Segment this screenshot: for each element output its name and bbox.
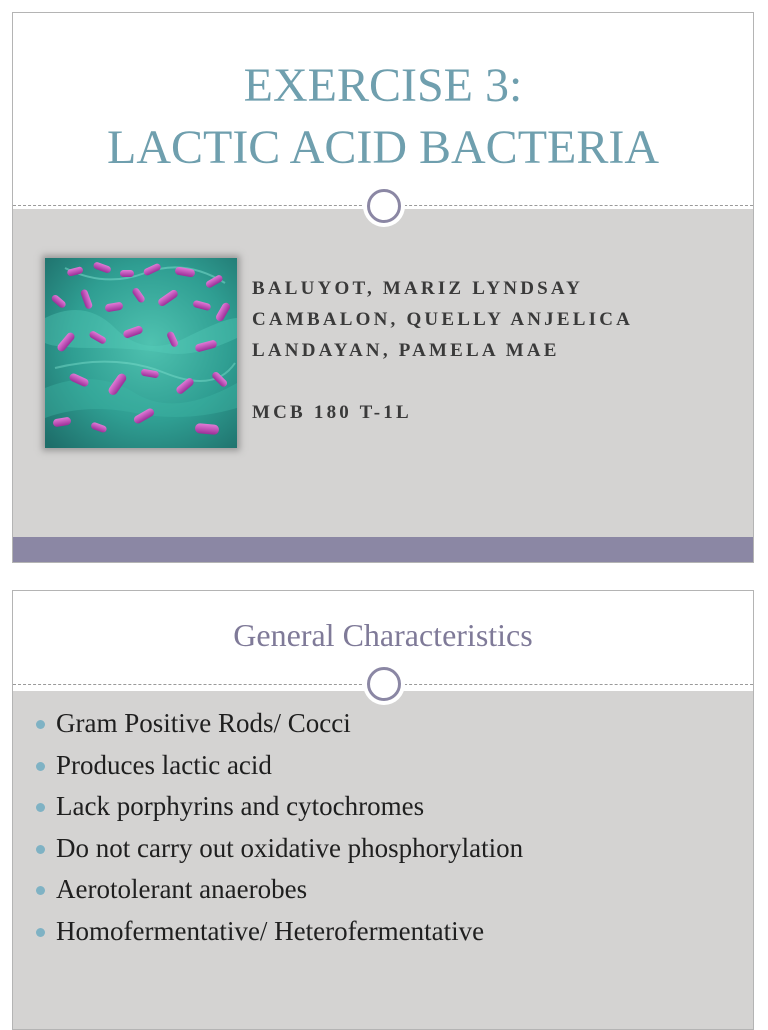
list-item — [33, 786, 523, 828]
title-area — [13, 13, 753, 205]
bullet-icon — [36, 762, 45, 771]
author-block — [252, 273, 633, 428]
list-item — [33, 869, 523, 911]
bacteria-micrograph-image — [45, 258, 237, 448]
list-item — [33, 828, 523, 870]
author-name: LANDAYAN, PAMELA MAE — [252, 340, 560, 361]
author-name: CAMBALON, QUELLY ANJELICA — [252, 309, 634, 330]
bullet-text: Lack porphyrins and cytochromes — [56, 791, 425, 822]
author-name: BALUYOT, MARIZ LYNDSAY — [252, 278, 584, 299]
list-item — [33, 703, 523, 745]
bullet-icon — [36, 803, 45, 812]
section-title: General Characteristics — [233, 617, 533, 653]
accent-band — [13, 537, 753, 563]
bullet-icon — [36, 720, 45, 729]
bullet-text: Aerotolerant anaerobes — [56, 874, 308, 905]
divider-circle-icon — [367, 667, 401, 701]
bullet-icon — [36, 886, 45, 895]
slide-general-characteristics — [12, 590, 754, 1030]
divider-circle-icon — [367, 189, 401, 223]
characteristics-list — [33, 703, 523, 953]
bullet-text: Homofermentative/ Heterofermentative — [56, 915, 485, 946]
bullet-text: Do not carry out oxidative phosphorylation — [56, 832, 524, 863]
main-title — [13, 55, 753, 179]
bullet-icon — [36, 928, 45, 937]
bullet-text: Produces lactic acid — [56, 749, 272, 780]
list-item — [33, 911, 523, 953]
slide-title — [12, 12, 754, 563]
bullet-text: Gram Positive Rods/ Cocci — [56, 708, 351, 738]
title-line-2: LACTIC ACID BACTERIA — [107, 121, 659, 174]
bullet-icon — [36, 845, 45, 854]
title-line-1: EXERCISE 3: — [243, 59, 523, 112]
list-item — [33, 745, 523, 787]
course-code: MCB 180 T-1L — [252, 402, 412, 423]
